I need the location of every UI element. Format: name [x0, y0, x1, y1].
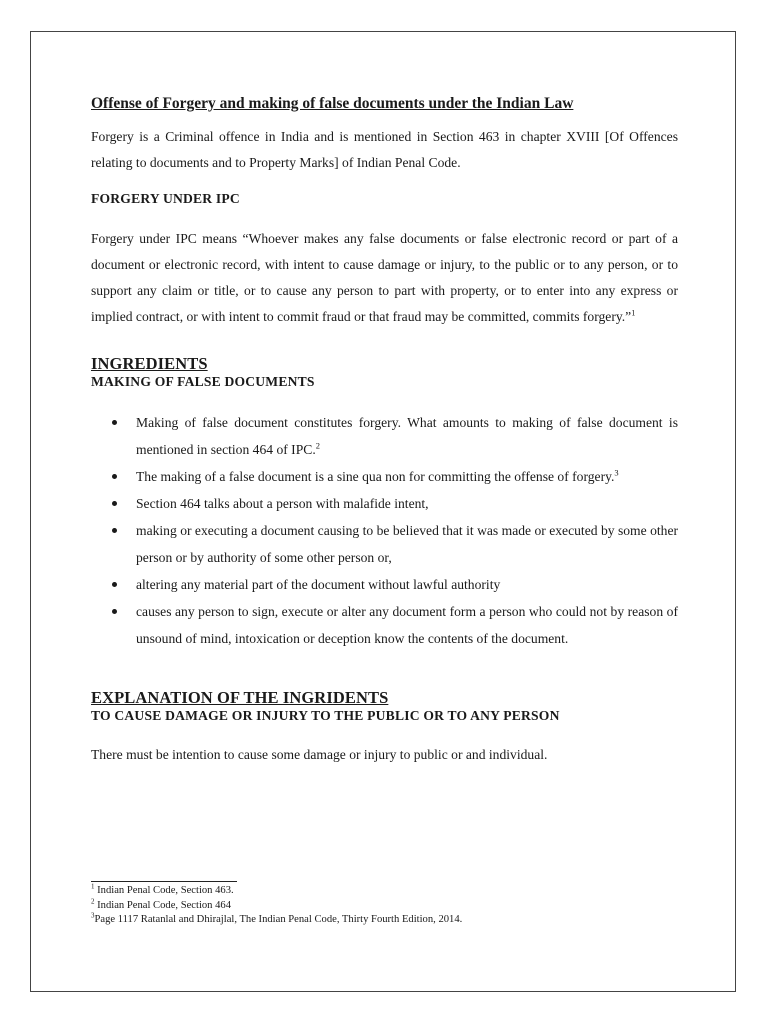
bullet-icon	[112, 501, 117, 506]
forgery-heading: FORGERY UNDER IPC	[91, 191, 240, 206]
bullet-icon	[112, 609, 117, 614]
ingredients-list	[91, 409, 678, 652]
document-title: Offense of Forgery and making of false documents under the Indian Law	[91, 95, 574, 112]
footnote-3: $^3$Page 1117 Ratanlal and Dhirajlal, The Indian Penal Code, Thirty Fourth Edition, 2014.	[91, 911, 463, 925]
list-item: making or executing a document causing to be believed that it was made or executed by some other person or by authority of some other person or,	[91, 517, 678, 571]
document-body	[91, 94, 678, 768]
bullet-icon	[112, 582, 117, 587]
ingredients-heading: INGREDIENTS	[91, 354, 208, 373]
damage-heading: TO CAUSE DAMAGE OR INJURY TO THE PUBLIC OR TO ANY PERSON	[91, 708, 560, 723]
footnotes	[91, 884, 691, 928]
bullet-icon	[112, 420, 117, 425]
footnote-ref-3: 3	[614, 467, 619, 478]
making-false-documents-heading: MAKING OF FALSE DOCUMENTS	[91, 374, 315, 389]
forgery-paragraph	[91, 226, 678, 330]
bullet-icon	[112, 528, 117, 533]
damage-paragraph: There must be intention to cause some damage or injury to public or and individual.	[91, 747, 548, 762]
footnote-separator	[91, 881, 237, 882]
list-item: Section 464 talks about a person with malafide intent,	[91, 490, 678, 517]
intro-paragraph: Forgery is a Criminal offence in India and is mentioned in Section 463 in chapter XVIII [Of Offences relating to documents and to Property Marks] of Indian Penal Code.	[91, 129, 678, 170]
list-item: altering any material part of the document without lawful authority	[91, 571, 678, 598]
footnote-ref-2: 2	[315, 440, 320, 451]
explanation-heading: EXPLANATION OF THE INGRIDENTS	[91, 688, 389, 707]
footnote-1: $^1$ Indian Penal Code, Section 463.	[91, 882, 234, 896]
list-item: The making of a false document is a sine qua non for committing the offense of forgery.$^3$	[91, 463, 678, 490]
footnote-ref-1: 1	[631, 307, 636, 318]
list-item: Making of false document constitutes forgery. What amounts to making of false document is mentioned in section 464 of IPC.$^2$	[91, 409, 678, 463]
footnote-2: $^2$ Indian Penal Code, Section 464	[91, 896, 232, 911]
bullet-icon	[112, 474, 117, 479]
forgery-text: Forgery under IPC means “Whoever makes any false documents or false electronic record or part of a document or electronic record, with intent to cause damage or injury, to the public or to any person, or to support any claim or title, or to cause any person to part with property, or to enter into any express or implied contract, or with intent to commit fraud or that fraud may be committed, commits forgery.”	[91, 231, 678, 324]
list-item: causes any person to sign, execute or alter any document form a person who could not by reason of unsound of mind, intoxication or deception know the contents of the document.	[91, 598, 678, 652]
